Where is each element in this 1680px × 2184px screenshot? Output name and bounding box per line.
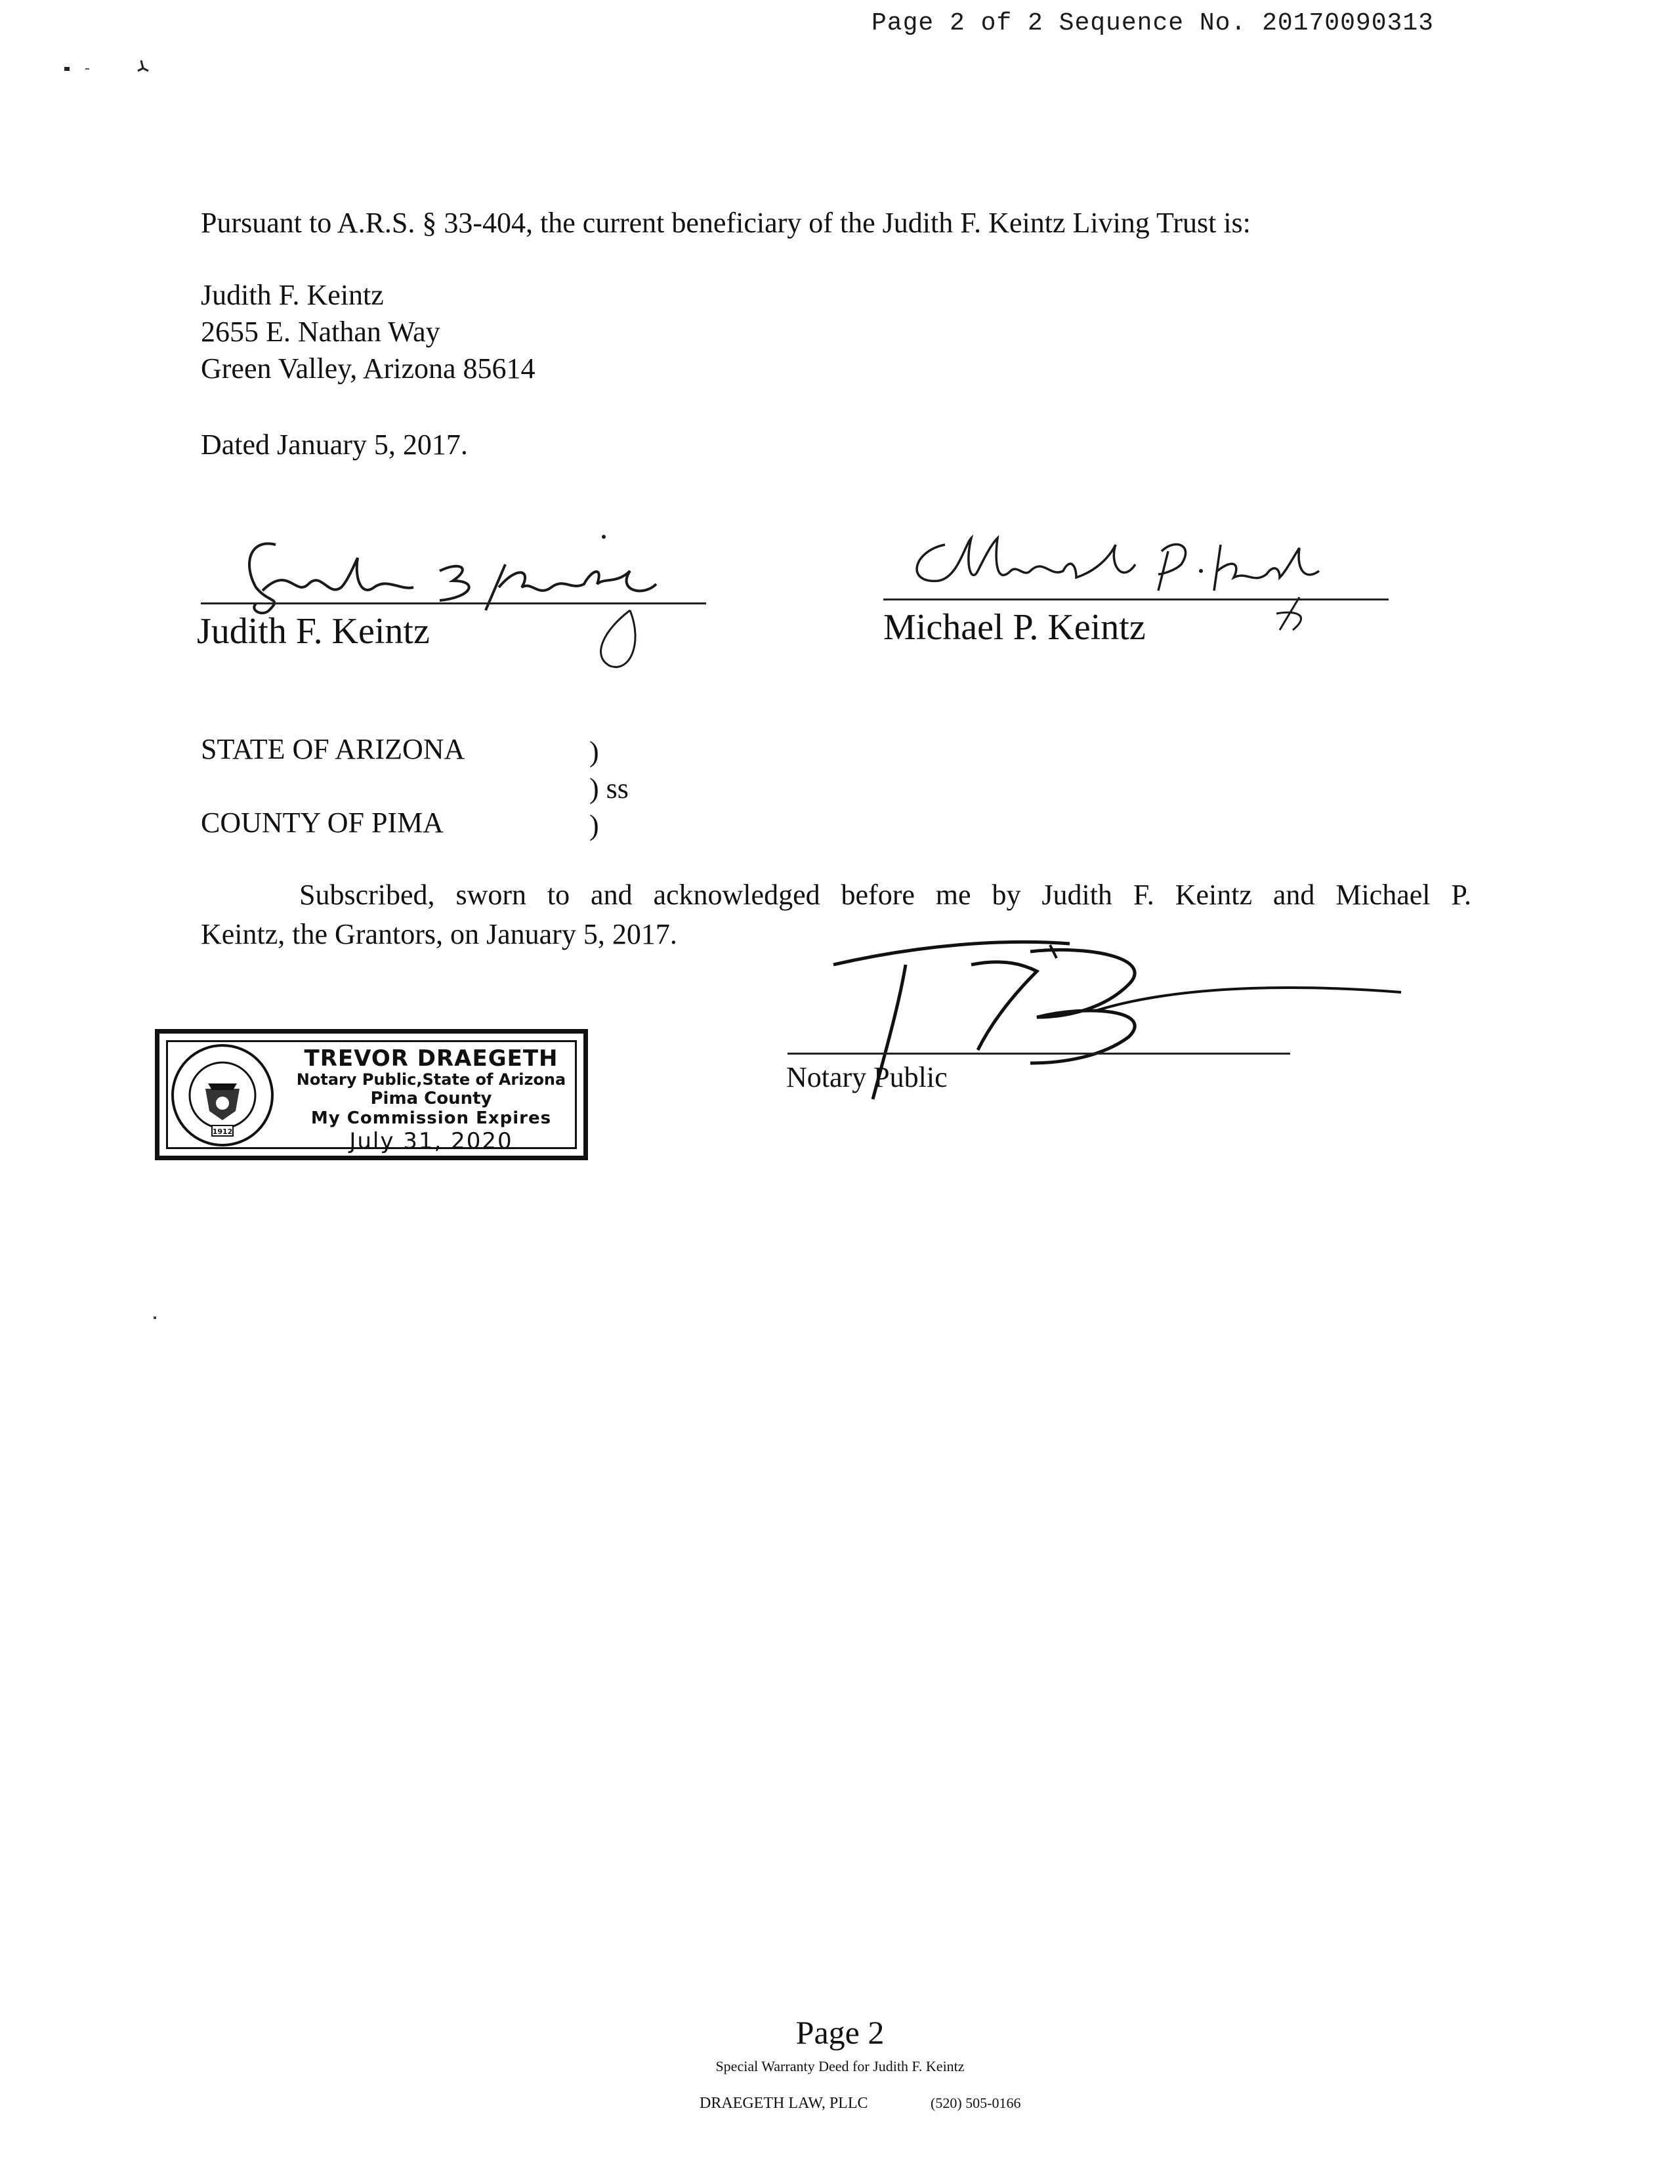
footer-phone: (520) 505-0166 bbox=[931, 2095, 1021, 2111]
dated-line: Dated January 5, 2017. bbox=[201, 429, 468, 461]
judith-signature-scribble bbox=[223, 525, 709, 676]
michael-printed-name: Michael P. Keintz bbox=[883, 607, 1146, 648]
stamp-notary-name: TREVOR DRAEGETH bbox=[304, 1045, 558, 1072]
acknowledgment-line-1: Subscribed, sworn to and acknowledged before me by Judith F. Keintz and Michael P. bbox=[299, 879, 1471, 911]
footer-document-title: Special Warranty Deed for Judith F. Keintz bbox=[715, 2058, 965, 2074]
stamp-county: Pima County bbox=[370, 1089, 492, 1108]
scan-speck bbox=[154, 1316, 156, 1319]
venue-paren-1: ) bbox=[589, 736, 599, 768]
footer-firm-name: DRAEGETH LAW, PLLC bbox=[700, 2095, 868, 2112]
judith-printed-name: Judith F. Keintz bbox=[197, 611, 430, 652]
arizona-state-seal bbox=[170, 1043, 275, 1148]
address-city-state-zip: Green Valley, Arizona 85614 bbox=[201, 352, 536, 385]
address-name: Judith F. Keintz bbox=[201, 279, 384, 311]
notary-stamp bbox=[155, 1029, 588, 1160]
michael-signature-line bbox=[883, 598, 1389, 600]
seal-year: 1912 bbox=[212, 1127, 233, 1136]
venue-county: COUNTY OF PIMA bbox=[201, 807, 444, 839]
stamp-notary-title: Notary Public,State of Arizona bbox=[296, 1070, 566, 1089]
venue-state: STATE OF ARIZONA bbox=[201, 733, 465, 765]
stamp-commission-label: My Commission Expires bbox=[310, 1108, 552, 1128]
acknowledgment-line-2: Keintz, the Grantors, on January 5, 2017. bbox=[201, 918, 677, 950]
footer-page-number: Page 2 bbox=[795, 2014, 885, 2051]
address-street: 2655 E. Nathan Way bbox=[201, 316, 440, 348]
stamp-expiration-date: July 31, 2020 bbox=[349, 1128, 513, 1154]
notary-signature-line bbox=[788, 1053, 1290, 1055]
venue-paren-2: ) bbox=[589, 809, 599, 841]
address-block bbox=[201, 277, 536, 387]
judith-signature-line bbox=[201, 602, 706, 604]
notary-public-label: Notary Public bbox=[786, 1061, 948, 1093]
beneficiary-statement: Pursuant to A.R.S. § 33-404, the current beneficiary of the Judith F. Keintz Living Trust is: bbox=[201, 207, 1251, 239]
venue-ss: ) ss bbox=[589, 772, 629, 805]
page-sequence-header: Page 2 of 2 Sequence No. 20170090313 bbox=[872, 9, 1434, 37]
scan-specks bbox=[59, 55, 158, 81]
